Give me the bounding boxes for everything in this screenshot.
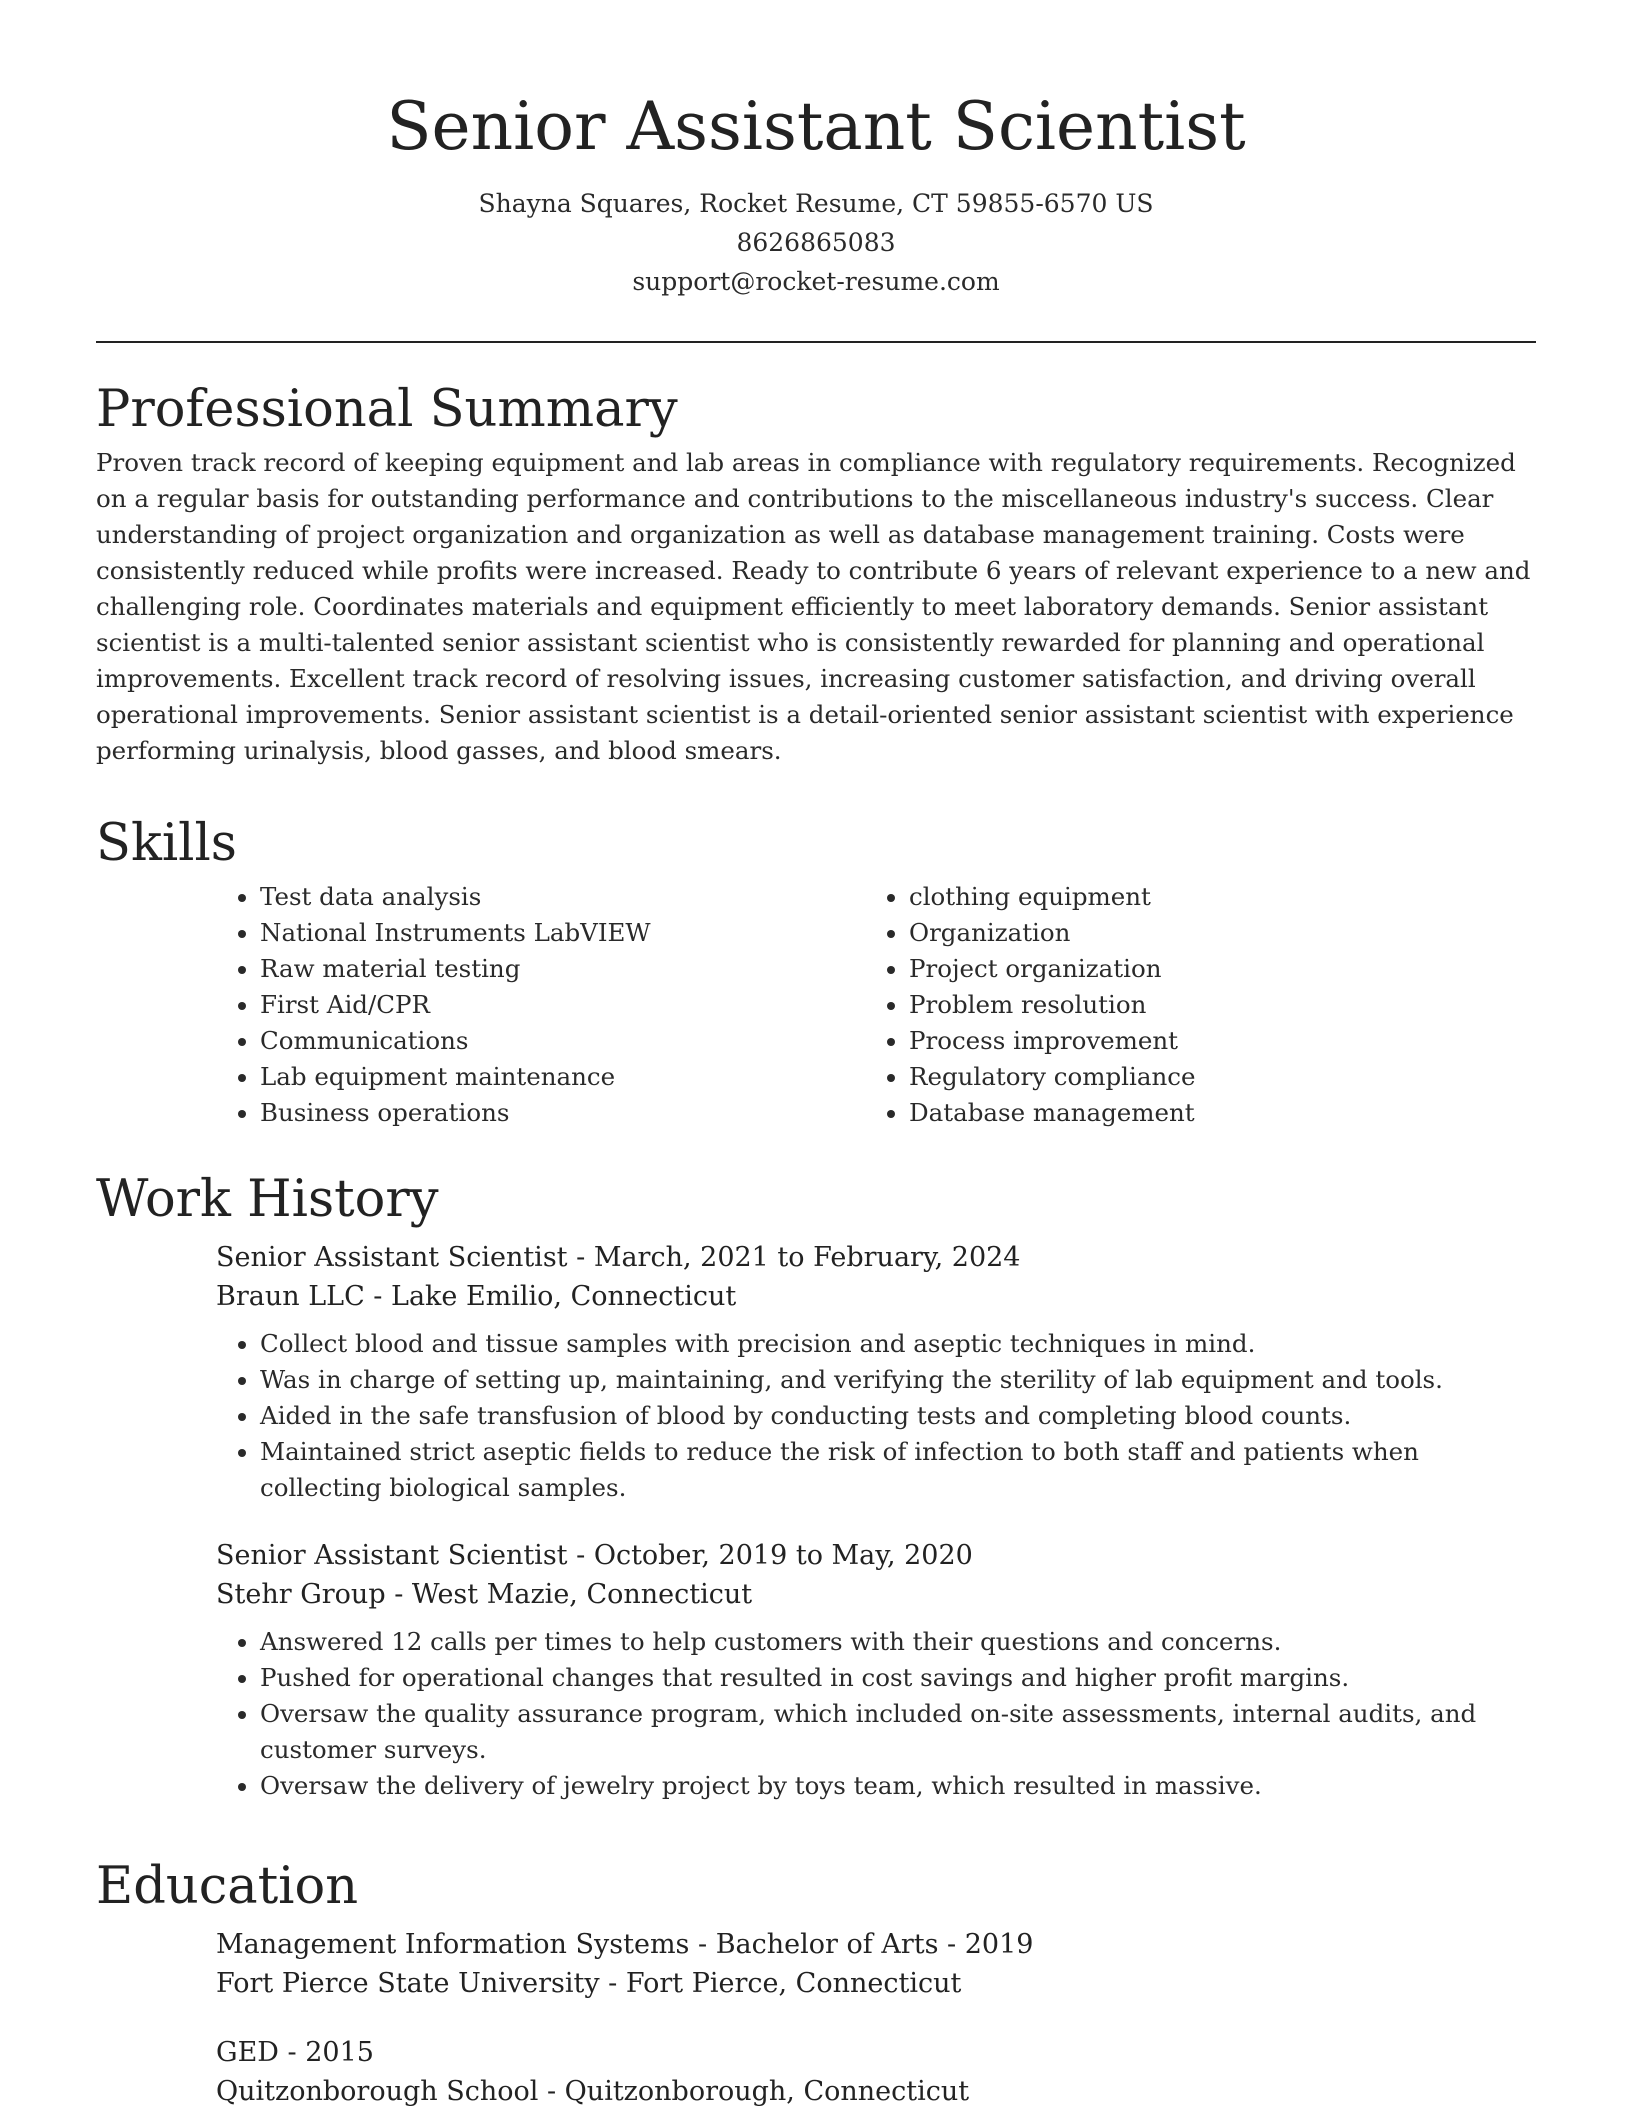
work-entry bbox=[216, 1536, 1536, 1804]
section-title-summary: Professional Summary bbox=[96, 380, 678, 439]
skill-item: • Regulatory compliance bbox=[909, 1059, 1514, 1095]
header-divider bbox=[96, 341, 1536, 343]
skill-item: • Business operations bbox=[260, 1095, 865, 1131]
contact-email: support@rocket-resume.com bbox=[632, 267, 1000, 296]
section-title-education: Education bbox=[96, 1857, 359, 1916]
degree-heading: Management Information Systems - Bachelor of Arts - 2019 bbox=[216, 1929, 1034, 1960]
resume-header bbox=[0, 0, 1632, 301]
skill-item: • Lab equipment maintenance bbox=[260, 1059, 865, 1095]
job-bullet: • Answered 12 calls per times to help customers with their questions and concerns. bbox=[260, 1624, 1536, 1660]
section-title-skills: Skills bbox=[96, 814, 237, 873]
skill-item: • clothing equipment bbox=[909, 879, 1514, 915]
job-bullet: • Pushed for operational changes that resulted in cost savings and higher profit margins. bbox=[260, 1660, 1536, 1696]
school-line: Quitzonborough School - Quitzonborough, Connecticut bbox=[216, 2076, 970, 2107]
education-entries bbox=[216, 1925, 1536, 2111]
skill-item: • Test data analysis bbox=[260, 879, 865, 915]
work-history-section bbox=[96, 1170, 1536, 1804]
skill-item: • Communications bbox=[260, 1023, 865, 1059]
skill-item: • Process improvement bbox=[909, 1023, 1514, 1059]
job-bullets bbox=[216, 1326, 1536, 1506]
skill-item: • Database management bbox=[909, 1095, 1514, 1131]
skill-item: • National Instruments LabVIEW bbox=[260, 915, 865, 951]
job-heading: Senior Assistant Scientist - March, 2021 to February, 2024 bbox=[216, 1242, 1021, 1273]
skills-list-right bbox=[865, 879, 1514, 1131]
education-section bbox=[96, 1857, 1536, 2111]
job-bullet: • Was in charge of setting up, maintaining, and verifying the sterility of lab equipment and tools. bbox=[260, 1362, 1536, 1398]
skill-item: • Problem resolution bbox=[909, 987, 1514, 1023]
skills-section bbox=[96, 814, 1536, 1131]
job-bullet: • Collect blood and tissue samples with precision and aseptic techniques in mind. bbox=[260, 1326, 1536, 1362]
skills-columns bbox=[216, 879, 1536, 1131]
job-bullets bbox=[216, 1624, 1536, 1804]
skill-item: • Organization bbox=[909, 915, 1514, 951]
work-entries bbox=[216, 1238, 1536, 1804]
contact-address: Shayna Squares, Rocket Resume, CT 59855-6570 US bbox=[478, 189, 1154, 218]
professional-summary-section bbox=[96, 380, 1536, 769]
job-bullet: • Maintained strict aseptic fields to reduce the risk of infection to both staff and patients when collecting biological samples. bbox=[260, 1434, 1536, 1506]
skills-list-left bbox=[216, 879, 865, 1131]
school-line: Fort Pierce State University - Fort Pierce, Connecticut bbox=[216, 1968, 962, 1999]
job-heading: Senior Assistant Scientist - October, 2019 to May, 2020 bbox=[216, 1540, 973, 1571]
skill-item: • Project organization bbox=[909, 951, 1514, 987]
candidate-name: Senior Assistant Scientist bbox=[386, 88, 1246, 165]
degree-heading: GED - 2015 bbox=[216, 2037, 374, 2068]
summary-text: Proven track record of keeping equipment and lab areas in compliance with regulatory requirements. Recognized on a regular basis for outstanding performance and contributions to the miscellaneous industry's success. Clear understanding of project organization and organization as well as database management training. Costs were consistently reduced while profits were increased. Ready to contribute 6 years of relevant experience to a new and challenging role. Coordinates materials and equipment efficiently to meet laboratory demands. Senior assistant scientist is a multi-talented senior assistant scientist who is consistently rewarded for planning and operational improvements. Excellent track record of resolving issues, increasing customer satisfaction, and driving overall operational improvements. Senior assistant scientist is a detail-oriented senior assistant scientist with experience performing urinalysis, blood gasses, and blood smears. bbox=[96, 448, 1531, 765]
work-entry bbox=[216, 1238, 1536, 1506]
education-entry bbox=[216, 1925, 1536, 2003]
job-bullet: • Oversaw the quality assurance program, which included on-site assessments, internal audits, and customer surveys. bbox=[260, 1696, 1536, 1768]
skill-item: • Raw material testing bbox=[260, 951, 865, 987]
contact-phone: 8626865083 bbox=[736, 228, 896, 257]
job-company: Stehr Group - West Mazie, Connecticut bbox=[216, 1579, 753, 1610]
job-bullet: • Oversaw the delivery of jewelry project by toys team, which resulted in massive. bbox=[260, 1768, 1536, 1804]
section-title-work: Work History bbox=[96, 1170, 439, 1229]
job-bullet: • Aided in the safe transfusion of blood by conducting tests and completing blood counts. bbox=[260, 1398, 1536, 1434]
skill-item: • First Aid/CPR bbox=[260, 987, 865, 1023]
job-company: Braun LLC - Lake Emilio, Connecticut bbox=[216, 1281, 737, 1312]
education-entry bbox=[216, 2033, 1536, 2111]
